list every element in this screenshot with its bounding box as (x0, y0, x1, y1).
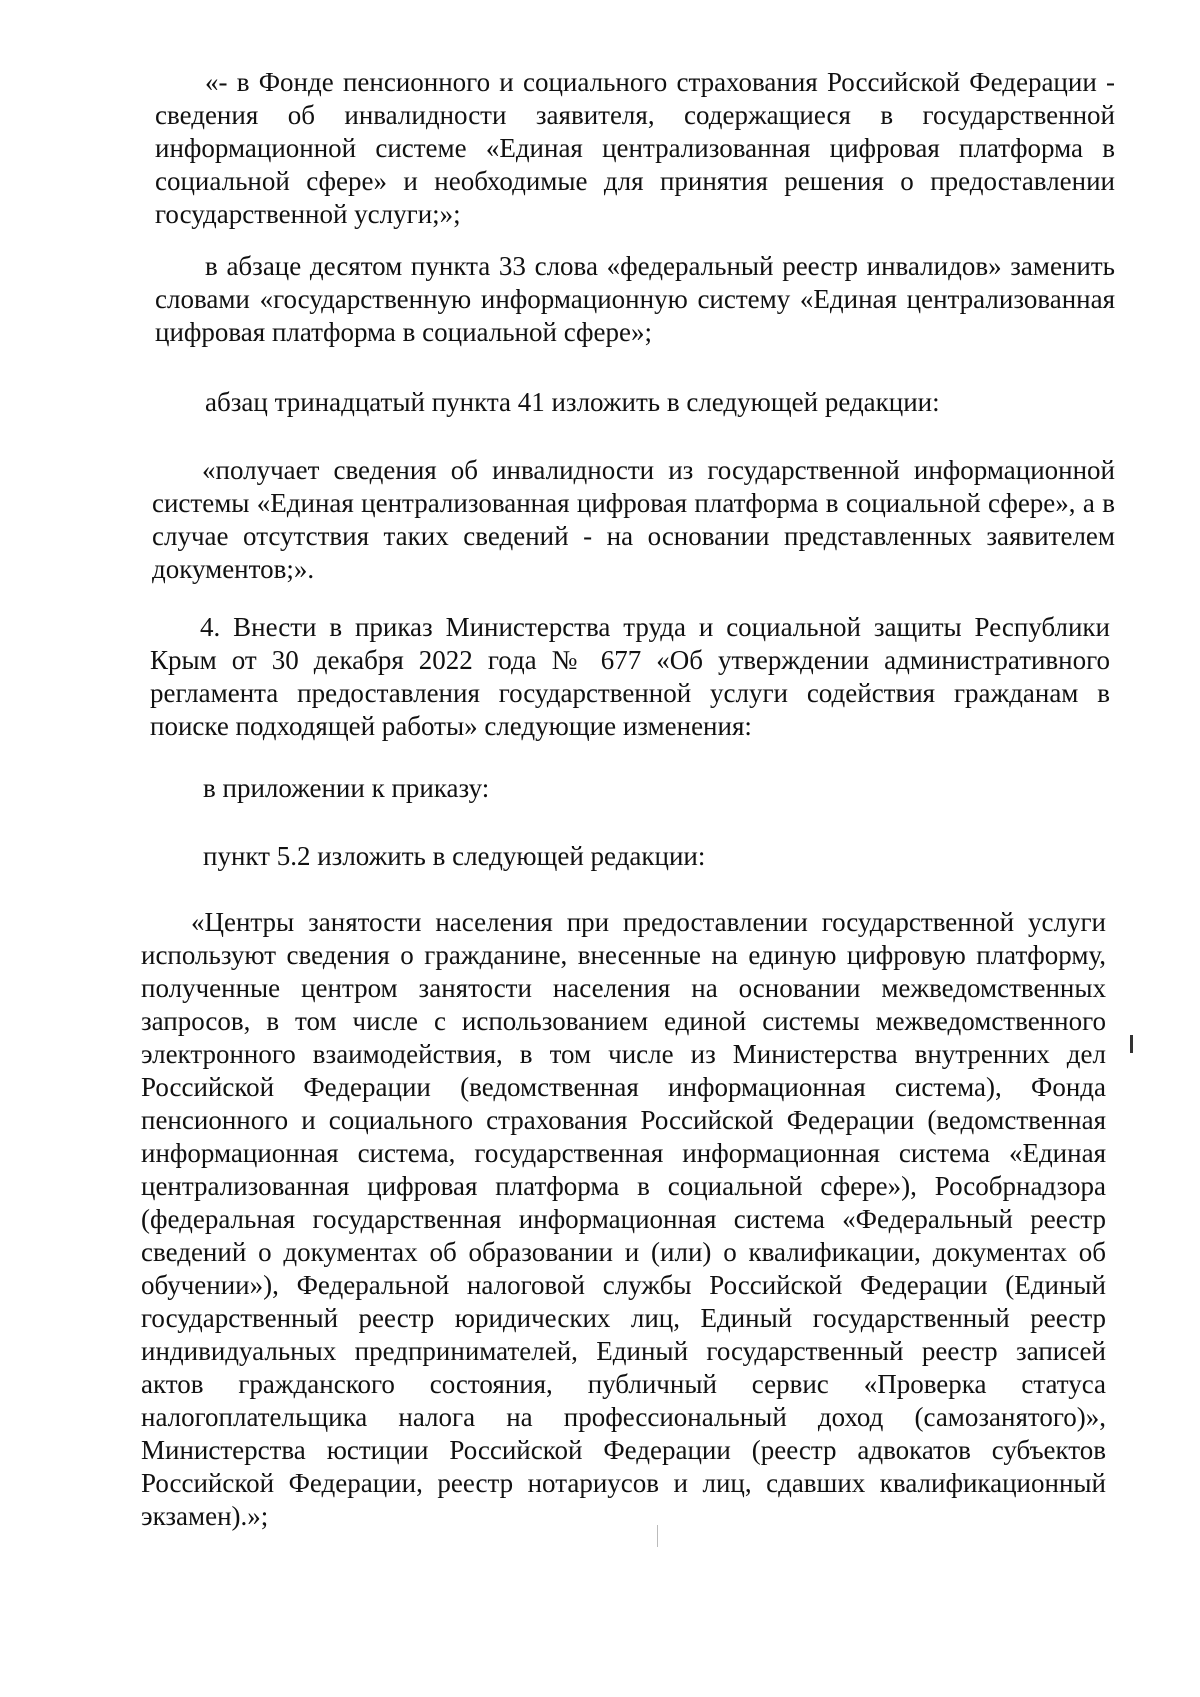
paragraph-disability-info-clause: «получает сведения об инвалидности из государственной информационной системы «Единая централизованная цифровая платформа в социальной сфере», а в случае отсутствия таких сведений - на основании представленных заявителем документов;». (152, 455, 1115, 584)
scan-artifact (657, 1525, 658, 1547)
margin-mark (1130, 1035, 1133, 1053)
paragraph-employment-centers-clause: «Центры занятости населения при предоставлении государственной услуги используют сведения о гражданине, внесенные на единую цифровую платформу, полученные центром занятости населения на основании межведомственных запросов, в том числе с использованием единой системы межведомственного электронного взаимодействия, в том числе из Министерства внутренних дел Российской Федерации (ведомственная информационная система), Фонда пенсионного и социального страхования Российской Федерации (ведомственная информационная система, государственная информационная система «Единая централизованная цифровая платформа в социальной сфере»), Рособрнадзора (федеральная государственная информационная система «Федеральный реестр сведений о документах об образовании и (или) о квалификации, документах об обучении»), Федеральной налоговой службы Российской Федерации (Единый государственный реестр юридических лиц, Единый государственный реестр индивидуальных предпринимателей, Единый государственный реестр записей актов гражданского состояния, публичный сервис «Проверка статуса налогоплательщика налога на профессиональный доход (самозанятого)», Министерства юстиции Российской Федерации (реестр адвокатов субъектов Российской Федерации, реестр нотариусов и лиц, сдавших квалификационный экзамен).»; (141, 907, 1106, 1531)
paragraph-item-5-2-intro: пункт 5.2 изложить в следующей редакции: (203, 841, 706, 871)
paragraph-appendix-intro: в приложении к приказу: (203, 773, 490, 803)
paragraph-item-41-intro: абзац тринадцатый пункта 41 изложить в следующей редакции: (205, 387, 940, 417)
paragraph-pension-fund-clause: «- в Фонде пенсионного и социального страхования Российской Федерации - сведения об инвалидности заявителя, содержащиеся в государственной информационной системе «Единая централизованная цифровая платформа в социальной сфере» и необходимые для принятия решения о предоставлении государственной услуги;»; (155, 67, 1115, 229)
paragraph-item-33-amendment: в абзаце десятом пункта 33 слова «федеральный реестр инвалидов» заменить словами «государственную информационную систему «Единая централизованная цифровая платформа в социальной сфере»; (155, 251, 1115, 347)
paragraph-order-677-amendment: 4. Внести в приказ Министерства труда и социальной защиты Республики Крым от 30 декабря 2022 года № 677 «Об утверждении административного регламента предоставления государственной услуги содействия гражданам в поиске подходящей работы» следующие изменения: (150, 612, 1110, 741)
